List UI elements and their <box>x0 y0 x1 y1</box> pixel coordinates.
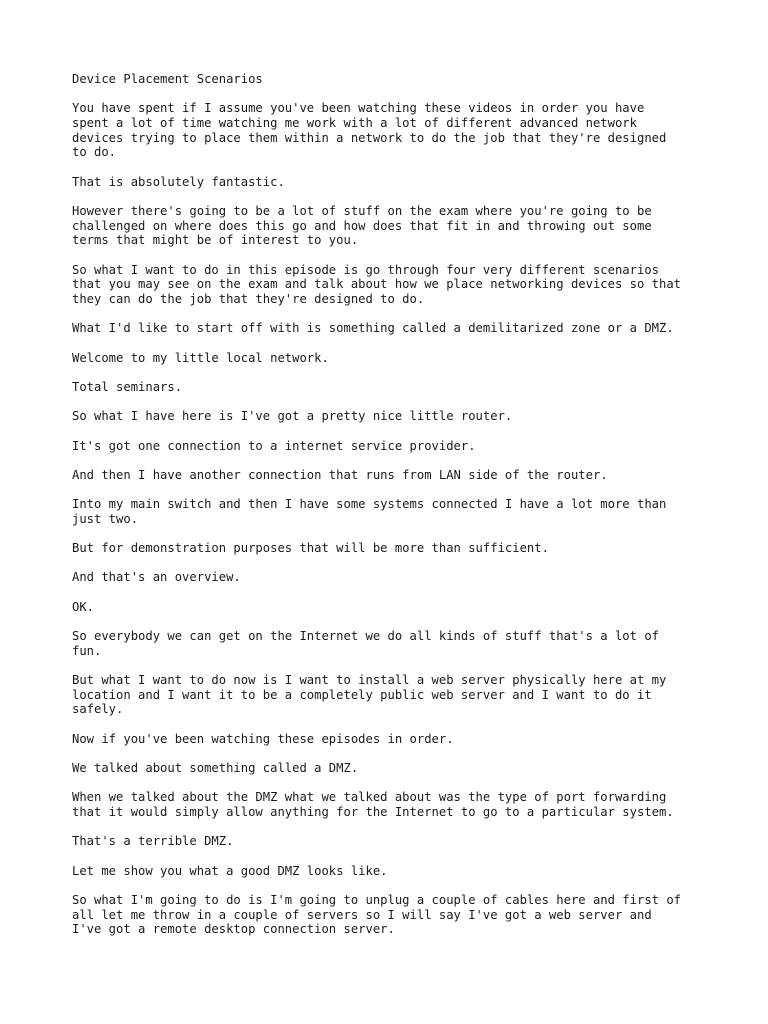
text-line: spent a lot of time watching me work with a lot of different advanced network <box>72 116 637 130</box>
text-line: But what I want to do now is I want to install a web server physically here at my <box>72 673 667 688</box>
text-line: to do. <box>72 145 117 160</box>
text-line: that it would simply allow anything for the Internet to go to a particular system. <box>72 805 674 820</box>
paragraph <box>72 864 712 879</box>
text-line: So what I want to do in this episode is go through four very different scenarios <box>72 262 659 277</box>
paragraph <box>72 600 712 615</box>
paragraph <box>72 834 712 849</box>
text-line: that you may see on the exam and talk about how we place networking devices so that <box>72 277 682 292</box>
document-body <box>72 101 712 937</box>
text-line: Total seminars. <box>72 380 183 394</box>
paragraph <box>72 893 712 937</box>
paragraph <box>72 101 712 160</box>
text-line: all let me throw in a couple of servers so I will say I've got a web server and <box>72 907 652 922</box>
text-line: they can do the job that they're designed to do. <box>72 292 425 307</box>
document-title: Device Placement Scenarios <box>72 72 263 86</box>
paragraph <box>72 175 712 190</box>
text-line: We talked about something called a DMZ. <box>72 761 359 776</box>
text-line: Welcome to my little local network. <box>72 350 329 365</box>
paragraph <box>72 321 712 336</box>
text-line: terms that might be of interest to you. <box>72 233 359 248</box>
paragraph <box>72 204 712 248</box>
text-line: just two. <box>72 511 139 526</box>
text-line: I've got a remote desktop connection server. <box>72 922 395 937</box>
paragraph <box>72 790 712 819</box>
paragraph <box>72 761 712 776</box>
text-line: So what I'm going to do is I'm going to unplug a couple of cables here and first of <box>72 892 682 907</box>
paragraph <box>72 439 712 454</box>
text-line: That's a terrible DMZ. <box>72 834 234 849</box>
text-line: Let me show you what a good DMZ looks like. <box>72 863 388 878</box>
text-line: But for demonstration purposes that will be more than sufficient. <box>72 541 549 556</box>
paragraph <box>72 541 712 556</box>
text-line: So what I have here is I've got a pretty nice little router. <box>72 409 513 424</box>
document-page <box>72 72 712 952</box>
paragraph <box>72 629 712 658</box>
text-line: devices trying to place them within a network to do the job that they're designed <box>72 130 667 145</box>
paragraph <box>72 497 712 526</box>
text-line: However there's going to be a lot of stuff on the exam where you're going to be <box>72 204 652 218</box>
paragraph <box>72 263 712 307</box>
text-line: challenged on where does this go and how does that fit in and throwing out some <box>72 218 652 233</box>
paragraph <box>72 409 712 424</box>
paragraph <box>72 570 712 585</box>
text-line: fun. <box>72 643 102 658</box>
text-line: And that's an overview. <box>72 570 241 585</box>
text-line: You have spent if I assume you've been watching these videos in order you have <box>72 101 645 116</box>
paragraph <box>72 732 712 747</box>
text-line: And then I have another connection that runs from LAN side of the router. <box>72 467 608 482</box>
text-line: That is absolutely fantastic. <box>72 174 285 189</box>
text-line: What I'd like to start off with is something called a demilitarized zone or a DMZ. <box>72 321 674 336</box>
text-line: OK. <box>72 599 95 614</box>
text-line: Now if you've been watching these episodes in order. <box>72 731 454 746</box>
paragraph <box>72 380 712 395</box>
text-line: So everybody we can get on the Internet we do all kinds of stuff that's a lot of <box>72 629 659 644</box>
text-line: It's got one connection to a internet service provider. <box>72 438 476 453</box>
text-line: safely. <box>72 702 124 717</box>
text-line: location and I want it to be a completely public web server and I want to do it <box>72 687 652 702</box>
paragraph <box>72 468 712 483</box>
text-line: Into my main switch and then I have some systems connected I have a lot more than <box>72 497 667 512</box>
text-line: When we talked about the DMZ what we talked about was the type of port forwarding <box>72 790 667 805</box>
paragraph <box>72 351 712 366</box>
paragraph <box>72 673 712 717</box>
